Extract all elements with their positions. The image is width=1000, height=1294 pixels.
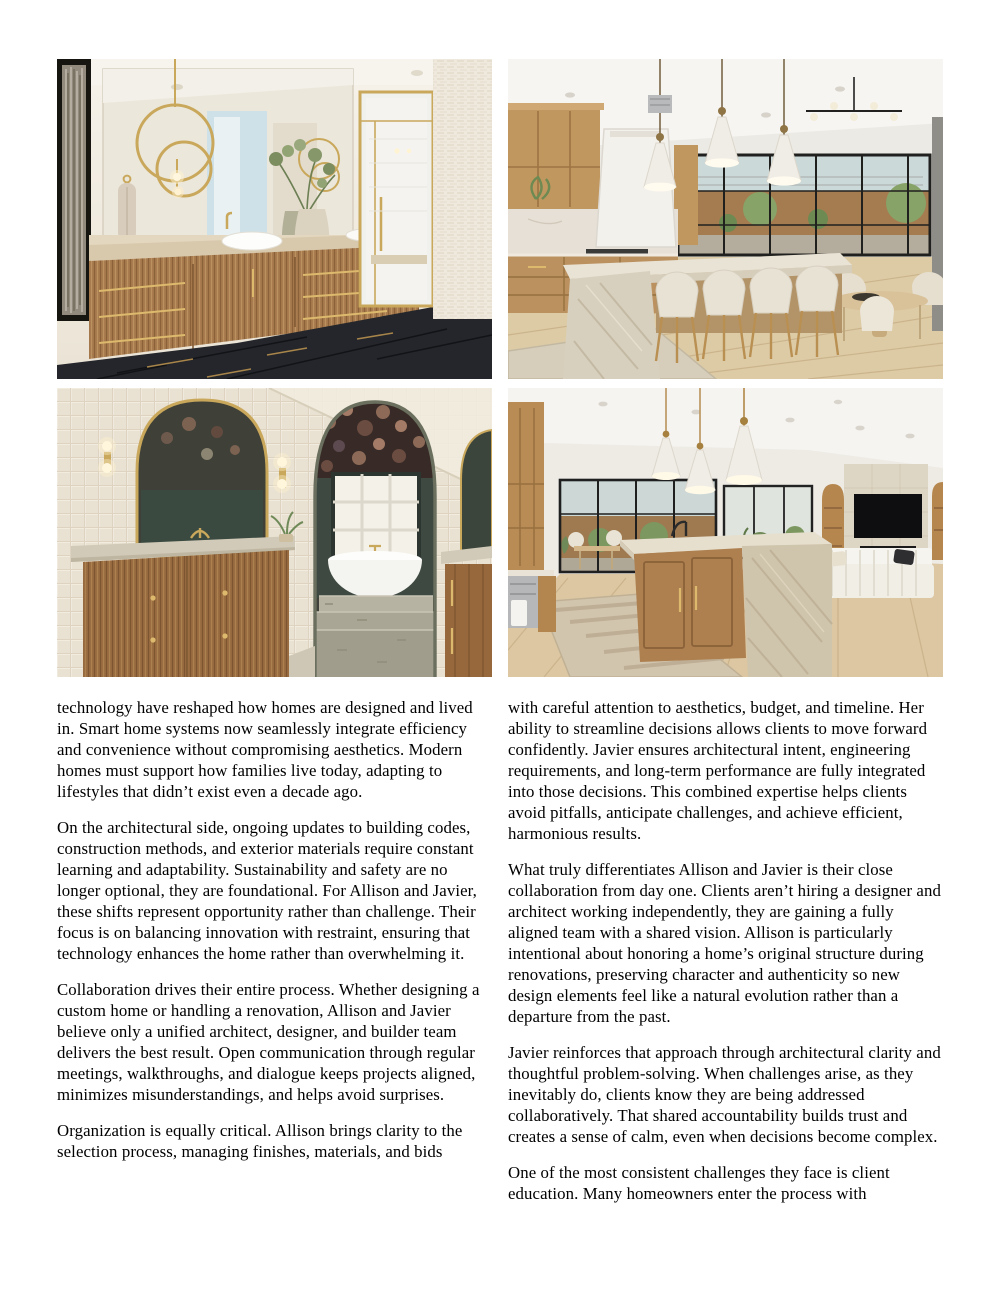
bathroom-tub-illustration	[57, 388, 492, 677]
black-frame-windows	[678, 155, 930, 255]
open-kitchen-living-photo	[508, 388, 943, 677]
article-right-column	[508, 697, 943, 1219]
vessel-sink	[222, 232, 282, 250]
article-paragraph: technology have reshaped how homes are designed and lived in. Smart home systems now seamlessly integrate efficiency and convenience without compromising aesthetics. Modern homes must support how families live today, adapting to lifestyles that didn’t exist even a decade ago.	[57, 698, 473, 801]
article-paragraph: On the architectural side, ongoing updates to building codes, construction methods, and exterior materials require constant learning and adaptability. Sustainability and safety are no longer optional, they are foundational. For Allison and Javier, these shifts represent opportunity rather than challenge. Their focus is on balancing innovation with restraint, ensuring that technology enhances the home rather than overwhelming it.	[57, 818, 477, 963]
kitchen-island-dining-photo	[508, 59, 943, 379]
article-paragraph: with careful attention to aesthetics, budget, and timeline. Her ability to streamline decisions allows clients to move forward confidently. Javier ensures architectural intent, engineering requirements, and long-term performance are fully integrated into those decisions. This combined expertise helps clients avoid pitfalls, anticipate challenges, and achieve efficient, harmonious results.	[508, 698, 928, 843]
textured-accent-wall	[433, 59, 492, 319]
article-paragraph: Collaboration drives their entire process. Whether designing a custom home or handling a renovation, Allison and Javier believe only a unified architect, designer, and builder team delivers the best result. Open communication through regular meetings, walkthroughs, and dialogue keeps projects aligned, minimizes misunderstandings, and helps avoid surprises.	[57, 980, 480, 1104]
bathroom-vanity-photo	[57, 59, 492, 379]
left-vanity	[71, 536, 295, 677]
article-body	[57, 697, 943, 1219]
arched-tub-alcove	[313, 398, 437, 677]
photo-grid	[57, 59, 943, 677]
bathroom-vanity-illustration	[57, 59, 492, 379]
article-left-column	[57, 697, 492, 1219]
kitchen-island-illustration	[508, 59, 943, 379]
gold-glass-shower	[360, 92, 433, 306]
article-paragraph: Javier reinforces that approach through architectural clarity and thoughtful problem-solving. When challenges arise, as they inevitably do, clients know they are being addressed collaboratively. That shared accountability builds trust and creates a sense of calm, even when decisions become complex.	[508, 1043, 941, 1146]
article-page	[57, 0, 943, 1219]
bathroom-tub-arch-photo	[57, 388, 492, 677]
wall-artwork	[57, 59, 91, 321]
hand-towel	[118, 176, 136, 241]
recessed-light	[411, 70, 423, 76]
island-with-waterfall-marble	[620, 522, 832, 677]
article-paragraph: One of the most consistent challenges they face is client education. Many homeowners enter the process with	[508, 1163, 890, 1203]
open-kitchen-illustration	[508, 388, 943, 677]
article-paragraph: Organization is equally critical. Allison brings clarity to the selection process, managing finishes, materials, and bids	[57, 1121, 463, 1161]
article-paragraph: What truly differentiates Allison and Javier is their close collaboration from day one. Clients aren’t hiring a designer and architect working independently, they are gaining a fully aligned team with a shared vision. Allison is particularly intentional about honoring a home’s original structure during renovations, preserving character and authenticity so new design elements feel like a natural evolution rather than a departure from the past.	[508, 860, 941, 1026]
